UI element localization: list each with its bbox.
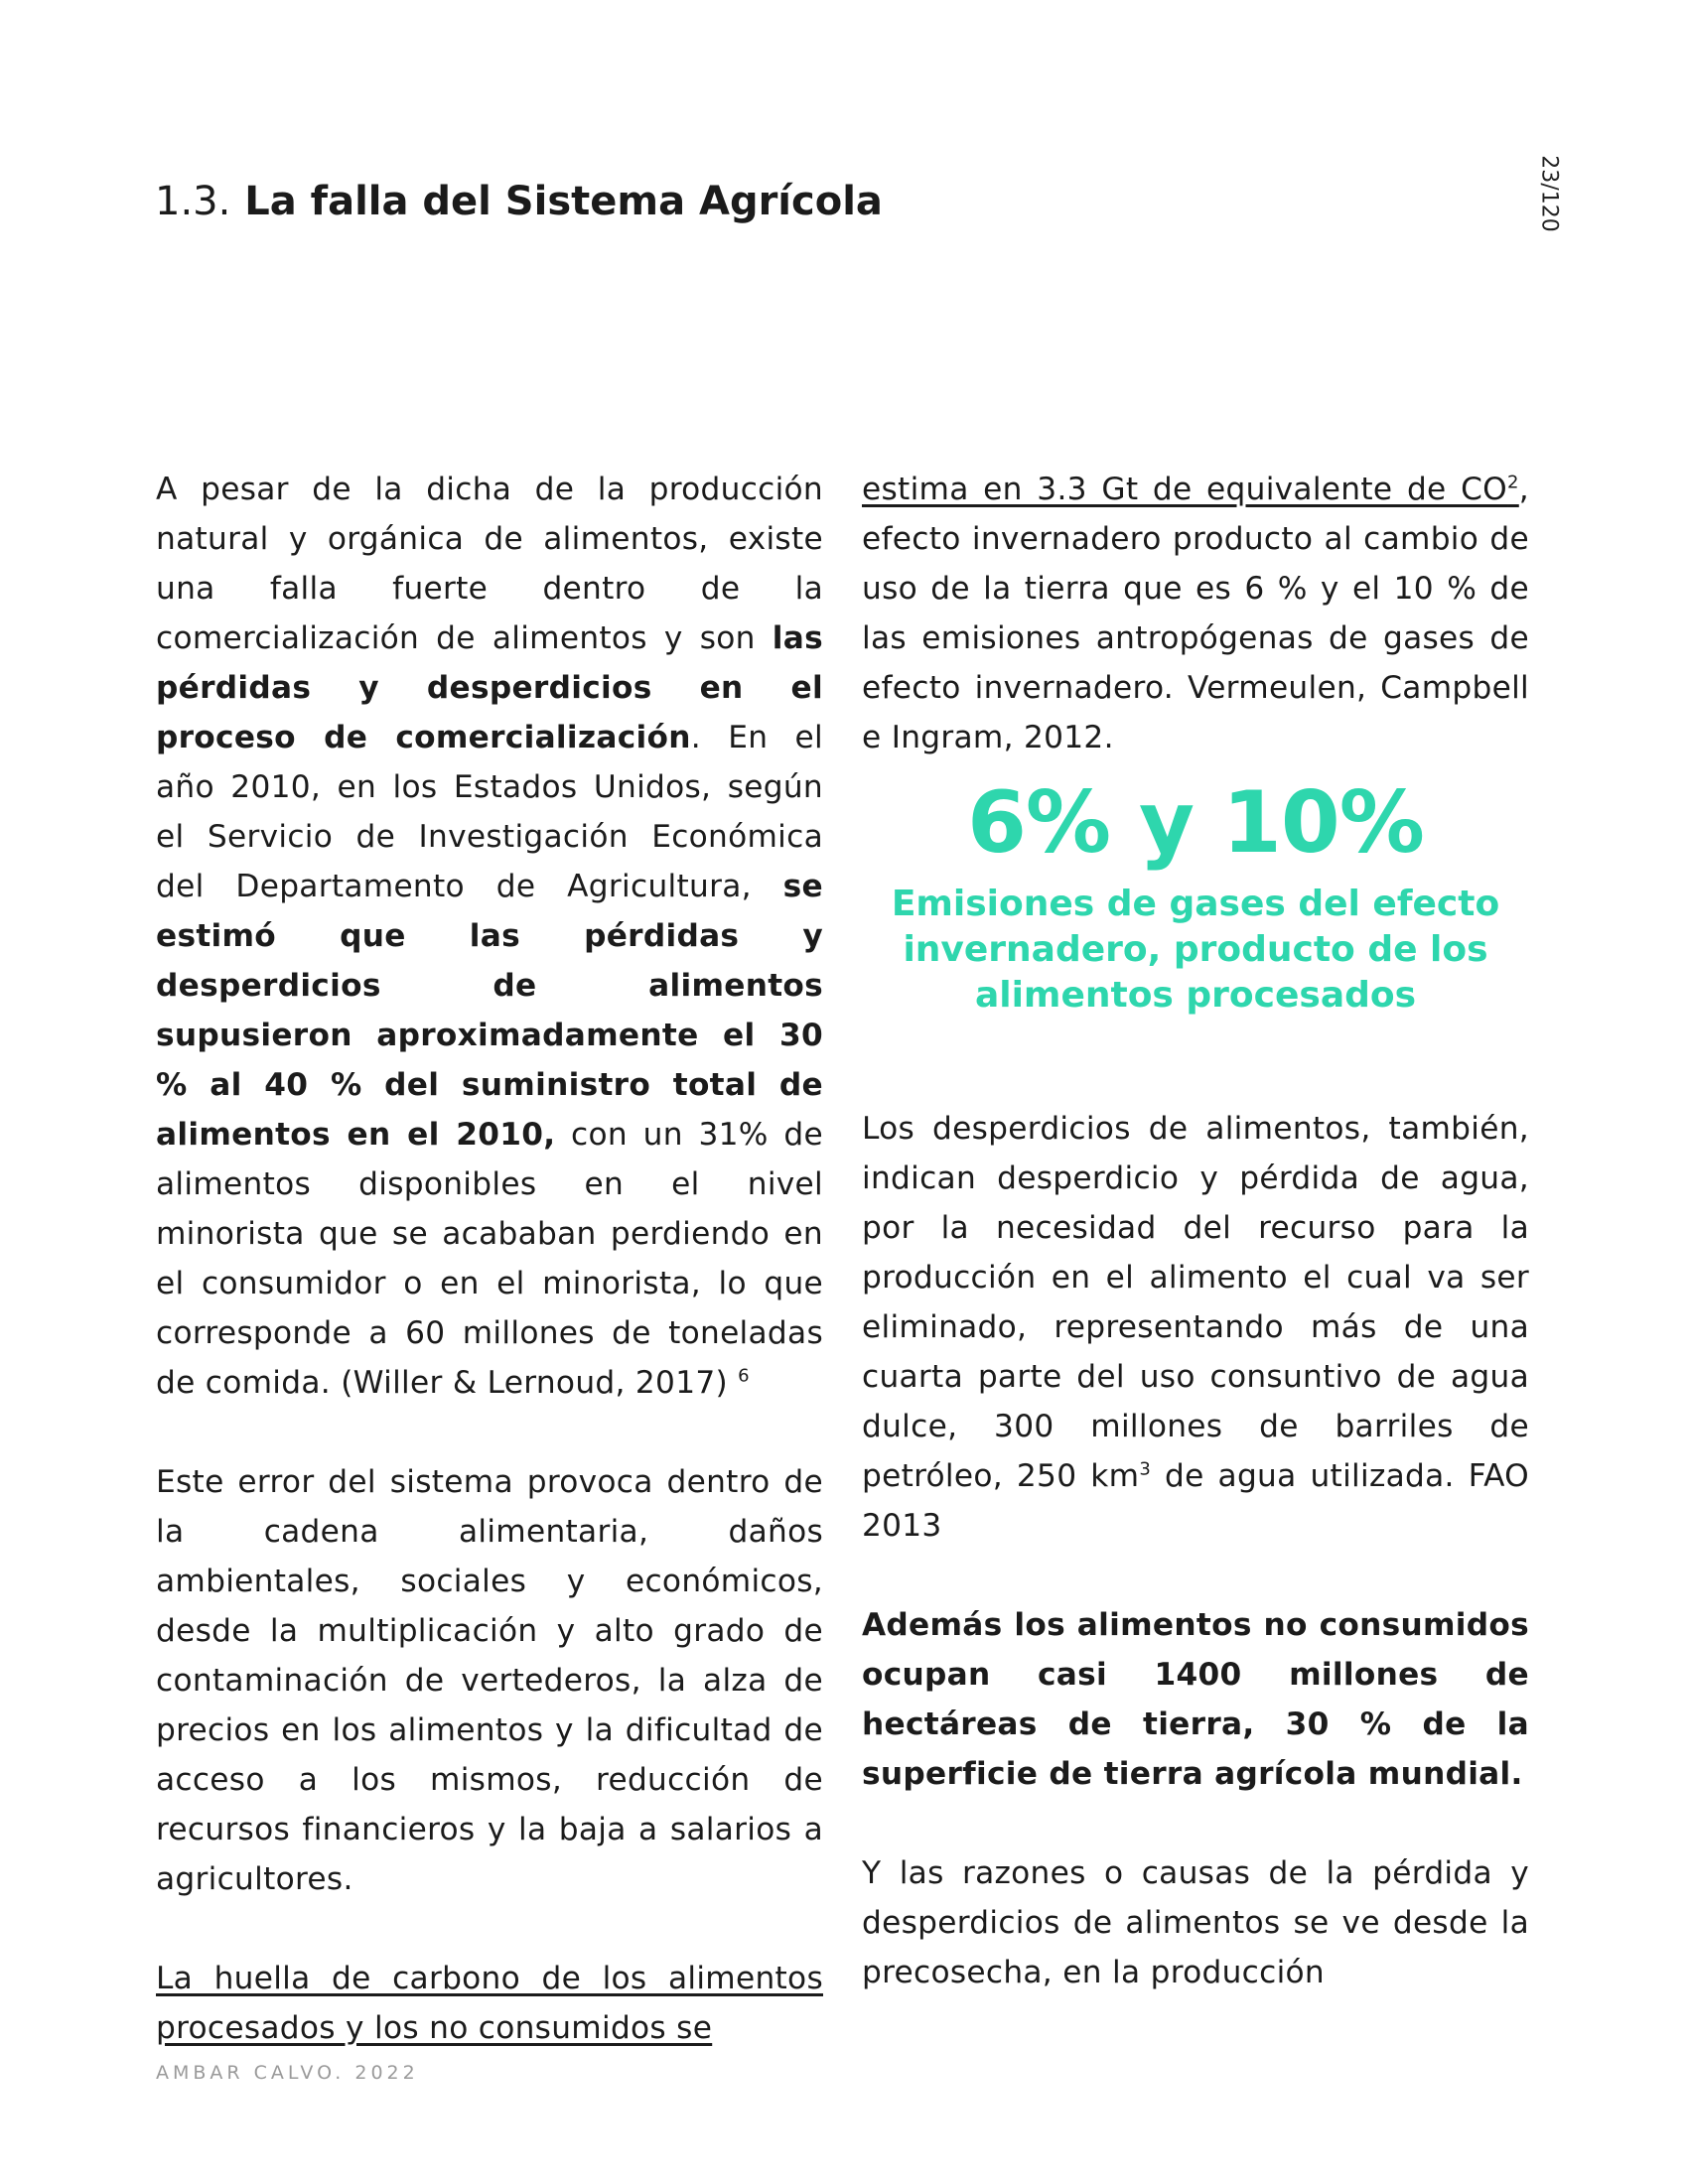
underlined-run: estima en 3.3 Gt de equivalente de $CO^2$ [862, 472, 1519, 507]
stat-value: 6% y 10% [967, 773, 1424, 873]
paragraph-system-error: Este error del sistema provoca dentro de la cadena alimentaria, daños ambientales, sociales y económicos, desde la multiplicación y alto grado de contaminación de vertederos, la alza de precios en los alimentos y la dificultad de acceso a los mismos, reducción de recursos financieros y la baja a salarios a agricultores. [156, 1464, 823, 1897]
page-number: 23/120 [1536, 155, 1562, 232]
footnote-marker: 6 [738, 1365, 750, 1387]
left-column [156, 465, 823, 2053]
paragraph-food-losses [156, 465, 823, 1408]
text-run: . En el año 2010, en los Estados Unidos, según el Servicio de Investigación Económica del Departamento de Agricultura, [156, 720, 823, 904]
text-run: Los desperdicios de alimentos, también, indican desperdicio y pérdida de agua, por la necesidad del recurso para la producción en el alimento el cual va ser eliminado, representando más de una cuarta parte del uso consuntivo de agua dulce, 300 millones de barriles de petróleo, 250 km [862, 1111, 1529, 1494]
superscript: 3 [1139, 1458, 1152, 1480]
text-run: A pesar de la dicha de la producción natural y orgánica de alimentos, existe una falla fuerte dentro de la comercialización de alimentos y son [156, 472, 823, 656]
bold-run: las pérdidas y desperdicios en el proceso de comercialización [156, 620, 823, 755]
section-title: La falla del Sistema Agrícola [244, 178, 883, 224]
footer-credit: AMBAR CALVO. 2022 [156, 2062, 419, 2084]
stat-callout [862, 772, 1529, 1019]
section-number: 1.3. [155, 178, 231, 224]
underlined-run: La huella de carbono de los alimentos procesados y los no consumidos se [156, 1961, 823, 2046]
stat-caption: Emisiones de gases del efecto invernadero, producto de los alimentos procesados [891, 884, 1500, 1016]
bold-run: se estimó que las pérdidas y desperdicios de alimentos supusieron aproximadamente el 30 % al 40 % del suministro total de alimentos en el 2010, [156, 869, 823, 1153]
text-run: , efecto invernadero producto al cambio de uso de la tierra que es 6 % y el 10 % de las emisiones antropógenas de gases de efecto invernadero. Vermeulen, Campbell e Ingram, 2012. [862, 472, 1529, 755]
paragraph-water-waste [862, 1104, 1529, 1551]
text-run: de agua utilizada. FAO 2013 [862, 1458, 1530, 1544]
right-column [862, 465, 1529, 1997]
section-heading [155, 174, 883, 229]
bold-run: Además los alimentos no consumidos ocupan casi 1400 millones de hectáreas de tierra, 30 % de la superficie de tierra agrícola mundial. [862, 1607, 1529, 1792]
text-run: con un 31% de alimentos disponibles en el nivel minorista que se acababan perdiendo en el consumidor o en el minorista, lo que corresponde a 60 millones de toneladas de comida. (Willer & Lernoud, 2017) [156, 1117, 823, 1401]
paragraph-emissions [862, 465, 1529, 762]
paragraph-carbon-footprint [156, 1954, 823, 2053]
paragraph-causes: Y las razones o causas de la pérdida y desperdicios de alimentos se ve desde la precosecha, en la producción [862, 1855, 1529, 1990]
paragraph-land-use [862, 1600, 1529, 1799]
